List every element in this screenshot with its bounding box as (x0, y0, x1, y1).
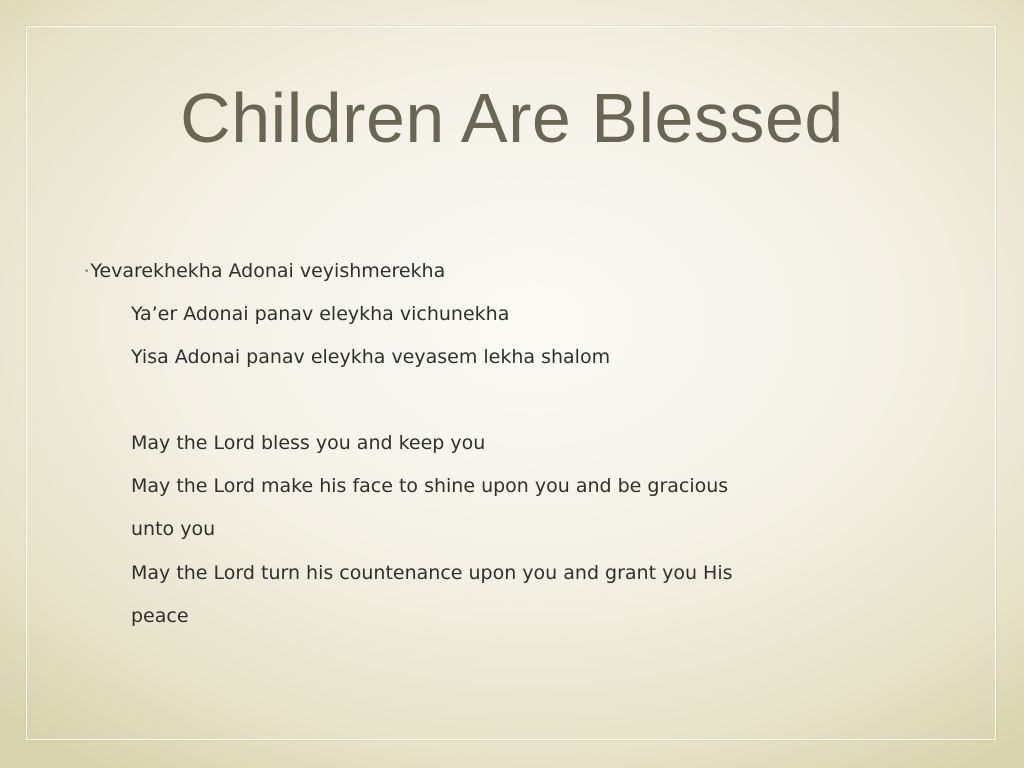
text-line-english-3: May the Lord turn his countenance upon you and grant you His (131, 562, 733, 584)
text-line-hebrew-1: Yevarekhekha Adonai veyishmerekha (90, 260, 446, 282)
text-line-english-2: May the Lord make his face to shine upon you and be gracious (131, 475, 729, 497)
bullet-item (84, 258, 445, 285)
text-line-english-1: May the Lord bless you and keep you (131, 432, 486, 454)
bullet-icon: • (84, 266, 90, 277)
slide-title: Children Are Blessed (180, 79, 844, 157)
text-line-english-2-cont: unto you (131, 518, 216, 540)
text-line-hebrew-3: Yisa Adonai panav eleykha veyasem lekha shalom (131, 346, 611, 368)
text-line-english-3-cont: peace (131, 605, 189, 627)
text-line-hebrew-2: Ya’er Adonai panav eleykha vichunekha (131, 303, 510, 325)
